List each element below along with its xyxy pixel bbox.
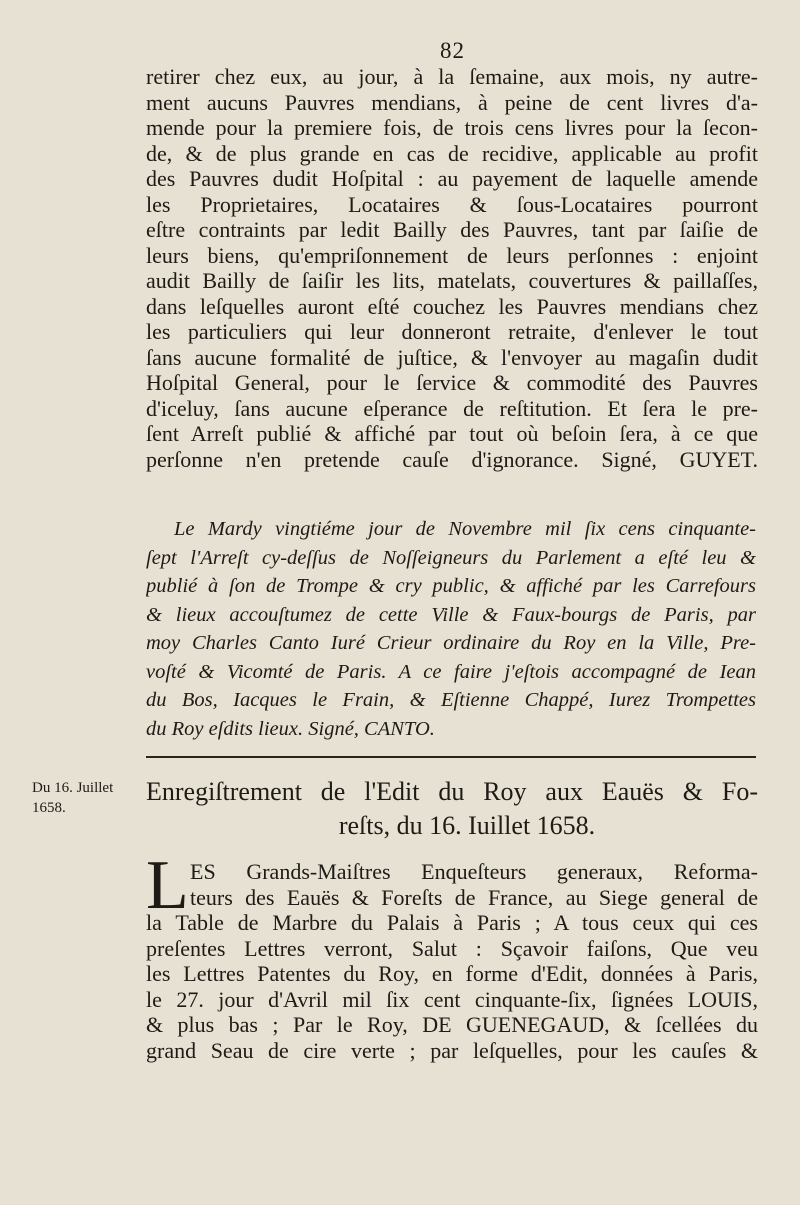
text-line: ſept l'Arreſt cy-deſſus de Noſſeigneurs du Parlement a eſté leu & xyxy=(146,546,756,569)
text-line: Hoſpital General, pour le ſervice & commodité des Pauvres xyxy=(146,370,758,395)
text-line: les particuliers qui leur donneront retraite, d'enlever le tout xyxy=(146,319,758,344)
text-line: teurs des Eauës & Foreſts de France, au Siege general de xyxy=(190,884,758,910)
text-line: publié à ſon de Trompe & cry public, & affiché par les Carrefours xyxy=(146,575,756,597)
text-line: grand Seau de cire verte ; par leſquelles, pour les cauſes & xyxy=(146,1037,758,1063)
text-line: la Table de Marbre du Palais à Paris ; A tous ceux qui ces xyxy=(146,910,758,935)
paragraph-edict-text xyxy=(146,847,758,1063)
text-line: les Proprietaires, Locataires & ſous-Locataires pourront xyxy=(146,191,758,217)
text-line: Le Mardy vingtiéme jour de Novembre mil ſix cens cinquante- xyxy=(174,518,756,540)
text-line: eſtre contraints par ledit Bailly des Pauvres, tant par ſaiſie de xyxy=(146,217,758,242)
text-line: moy Charles Canto Iuré Crieur ordinaire du Roy en la Ville, Pre- xyxy=(146,632,756,654)
text-line: le 27. jour d'Avril mil ſix cent cinquante-ſix, ſignées LOUIS, xyxy=(146,986,758,1012)
text-line: preſentes Lettres verront, Salut : Sçavoir faiſons, Que veu xyxy=(146,935,758,961)
text-line: de, & de plus grande en cas de recidive, applicable au profit xyxy=(146,140,758,166)
text-line: d'iceluy, ſans aucune eſperance de reſtitution. Et ſera le pre- xyxy=(146,395,758,421)
margin-note-line: 1658. xyxy=(32,800,66,816)
text-line: audit Bailly de ſaiſir les lits, matelats, couvertures & paillaſſes, xyxy=(146,268,758,293)
text-line: mende pour la premiere fois, de trois cens livres pour la ſecon- xyxy=(146,115,758,140)
page-number: 82 xyxy=(440,38,465,63)
text-line: du Roy eſdits lieux. Signé, CANTO. xyxy=(146,717,435,740)
text-line: des Pauvres dudit Hoſpital : au payement de laquelle amende xyxy=(146,166,758,191)
paragraph-arret-text xyxy=(146,64,758,472)
text-line: dans leſquelles auront eſté couchez les Pauvres mendians chez xyxy=(146,293,758,319)
text-line: ES Grands-Maiſtres Enqueſteurs generaux, Reforma- xyxy=(190,859,758,884)
text-line: ſans aucune formalité de juſtice, & l'envoyer au magaſin dudit xyxy=(146,344,758,370)
text-line: retirer chez eux, au jour, à la ſemaine, aux mois, ny autre- xyxy=(146,64,758,89)
section-divider xyxy=(146,756,756,758)
text-line: voſté & Vicomté de Paris. A ce faire j'eſtois accompagné de Iean xyxy=(146,660,756,683)
text-line: les Lettres Patentes du Roy, en forme d'Edit, données à Paris, xyxy=(146,961,758,986)
text-line: & lieux accouſtumez de cette Ville & Faux-bourgs de Paris, par xyxy=(146,603,756,626)
margin-note-date xyxy=(32,778,142,818)
text-line: ſent Arreſt publié & affiché par tout où beſoin ſera, à ce que xyxy=(146,421,758,446)
text-line: ment aucuns Pauvres mendians, à peine de cent livres d'a- xyxy=(146,89,758,115)
section-heading xyxy=(146,775,758,843)
heading-line: reſts, du 16. Iuillet 1658. xyxy=(338,811,596,840)
text-line: & plus bas ; Par le Roy, DE GUENEGAUD, & ſcellées du xyxy=(146,1012,758,1037)
text-line: leurs biens, qu'empriſonnement de leurs perſonnes : enjoint xyxy=(146,242,758,268)
text-line: du Bos, Iacques le Frain, & Eſtienne Chappé, Iurez Trompettes xyxy=(146,689,756,711)
paragraph-publication-notice xyxy=(146,515,756,743)
text-line: perſonne n'en pretende cauſe d'ignorance. Signé, GUYET. xyxy=(146,446,758,472)
margin-note-line: Du 16. Juillet xyxy=(32,780,114,796)
heading-line: Enregiſtrement de l'Edit du Roy aux Eauës & Fo- xyxy=(146,777,758,806)
drop-cap: L xyxy=(146,847,189,924)
